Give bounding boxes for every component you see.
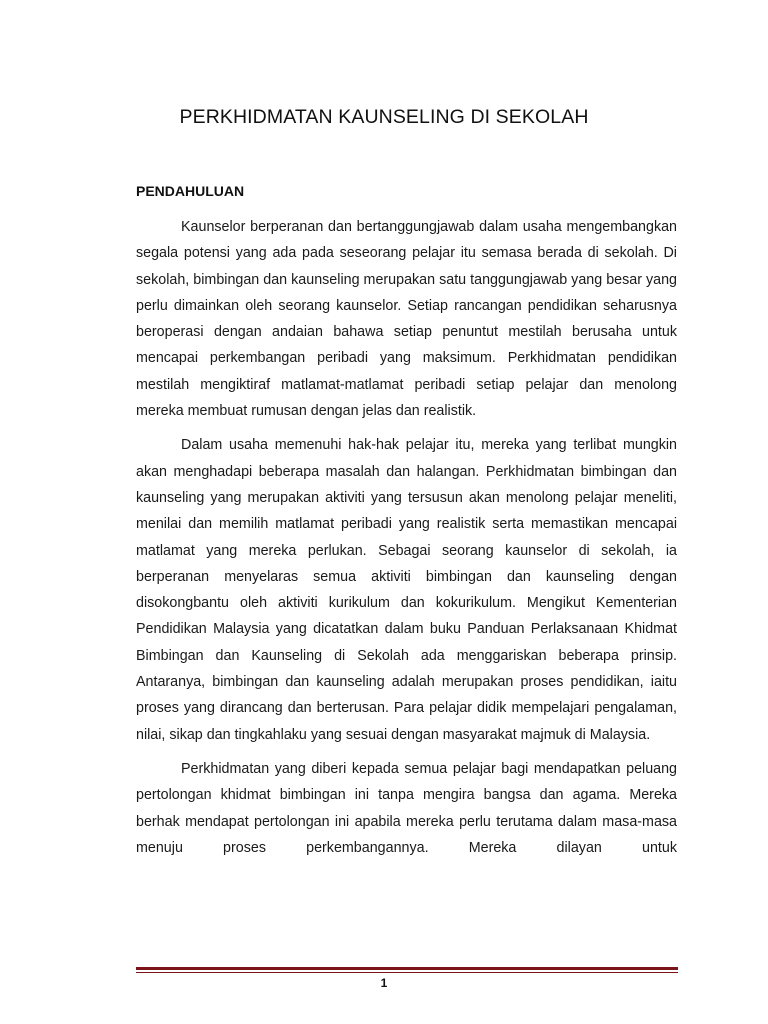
footer-rule-thin bbox=[136, 972, 678, 973]
paragraph-2: Dalam usaha memenuhi hak-hak pelajar itu, mereka yang terlibat mungkin akan menghadapi beberapa masalah dan halangan. Perkhidmatan bimbingan dan kaunseling yang merupakan aktiviti yang tersusun akan menolong pelajar meneliti, menilai dan memilih matlamat peribadi yang realistik serta memastikan mencapai matlamat yang mereka perlukan. Sebagai seorang kaunselor di sekolah, ia berperanan menyelaras semua aktiviti bimbingan dan kaunseling dengan disokongbantu oleh aktiviti kurikulum dan kokurikulum. Mengikut Kementerian Pendidikan Malaysia yang dicatatkan dalam buku Panduan Perlaksanaan Khidmat Bimbingan dan Kaunseling di Sekolah ada menggariskan beberapa prinsip. Antaranya, bimbingan dan kaunseling adalah merupakan proses pendidikan, iaitu proses yang dirancang dan berterusan. Para pelajar didik mempelajari pengalaman, nilai, sikap dan tingkahlaku yang sesuai dengan masyarakat majmuk di Malaysia. bbox=[136, 437, 677, 743]
paragraph-1: Kaunselor berperanan dan bertanggungjawab dalam usaha mengembangkan segala potensi yang ada pada seseorang pelajar itu semasa berada di sekolah. Di sekolah, bimbingan dan kaunseling merupakan satu tanggungjawab yang besar yang perlu dimainkan oleh seorang kaunselor. Setiap rancangan pendidikan seharusnya beroperasi dengan andaian bahawa setiap penuntut mestilah berusaha untuk mencapai perkembangan peribadi yang maksimum. Perkhidmatan pendidikan mestilah mengiktiraf matlamat-matlamat peribadi setiap pelajar dan menolong mereka membuat rumusan dengan jelas dan realistik. bbox=[136, 219, 677, 420]
footer-rule-thick bbox=[136, 967, 678, 970]
document-title: PERKHIDMATAN KAUNSELING DI SEKOLAH bbox=[179, 106, 589, 128]
body-text bbox=[136, 214, 677, 869]
page-number: 1 bbox=[380, 976, 388, 990]
section-heading: PENDAHULUAN bbox=[136, 183, 245, 199]
paragraph-3: Perkhidmatan yang diberi kepada semua pelajar bagi mendapatkan peluang pertolongan khidmat bimbingan ini tanpa mengira bangsa dan agama. Mereka berhak mendapat pertolongan ini apabila mereka perlu terutama dalam masa-masa menuju proses perkembangannya. Mereka dilayan untuk bbox=[136, 760, 677, 856]
